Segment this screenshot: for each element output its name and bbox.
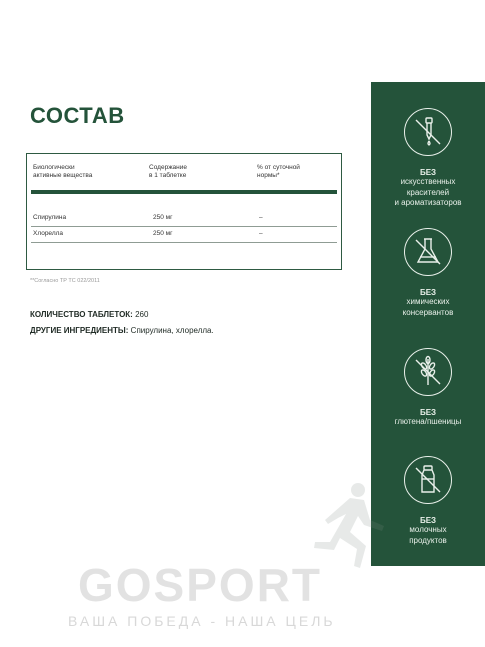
badge-no-preservatives: [371, 228, 485, 318]
other-ingredients: [30, 326, 214, 335]
header-content-per-tablet: Содержание в 1 таблетке: [149, 164, 187, 179]
badge-line: продуктов: [409, 535, 447, 545]
row-substance: Хлорелла: [33, 230, 64, 237]
badge-line: красителей: [406, 187, 450, 197]
badge-line: консервантов: [402, 307, 454, 317]
badge-no-artificial-colors: [371, 108, 485, 209]
row-norm: –: [259, 214, 263, 221]
table-row: [31, 212, 337, 227]
wheat-icon: [404, 348, 452, 396]
row-norm: –: [259, 230, 263, 237]
row-amount: 250 мг: [153, 214, 173, 221]
page-title: СОСТАВ: [30, 103, 125, 128]
row-amount: 250 мг: [153, 230, 173, 237]
watermark-logo: GOSPORT: [78, 559, 323, 611]
badge-bez: БЕЗ: [419, 168, 437, 177]
badge-line: химических: [406, 297, 450, 306]
composition-table: [26, 153, 342, 270]
badge-line: глютена/пшеницы: [394, 417, 462, 426]
header-active-substances: Биологически активные вещества: [33, 164, 93, 179]
row-substance: Спирулина: [33, 214, 67, 221]
table-row: [31, 228, 337, 243]
footnote: **Согласно ТР ТС 022/2011: [30, 278, 100, 284]
tablet-count-value: 260: [132, 310, 149, 319]
dropper-icon: [404, 108, 452, 156]
tablet-count-label: КОЛИЧЕСТВО ТАБЛЕТОК:: [30, 310, 133, 319]
flask-icon: [404, 228, 452, 276]
other-ingredients-value: Спирулина, хлорелла.: [128, 326, 214, 335]
other-ingredients-label: ДРУГИЕ ИНГРЕДИЕНТЫ:: [30, 326, 129, 335]
badge-bez: БЕЗ: [419, 288, 437, 297]
badge-line: молочных: [409, 525, 447, 534]
tablet-count: [30, 310, 148, 319]
watermark: [0, 470, 485, 647]
badge-bez: БЕЗ: [419, 516, 437, 525]
header-divider: [31, 190, 337, 194]
header-daily-norm: % от суточной нормы*: [257, 164, 300, 179]
badge-line: искусственных: [400, 177, 456, 186]
badge-no-gluten: [371, 348, 485, 428]
badge-line: и ароматизаторов: [394, 198, 462, 207]
watermark-slogan: ВАША ПОБЕДА - НАША ЦЕЛЬ: [68, 613, 336, 629]
runner-icon: [300, 480, 420, 570]
badge-bez: БЕЗ: [419, 408, 437, 417]
